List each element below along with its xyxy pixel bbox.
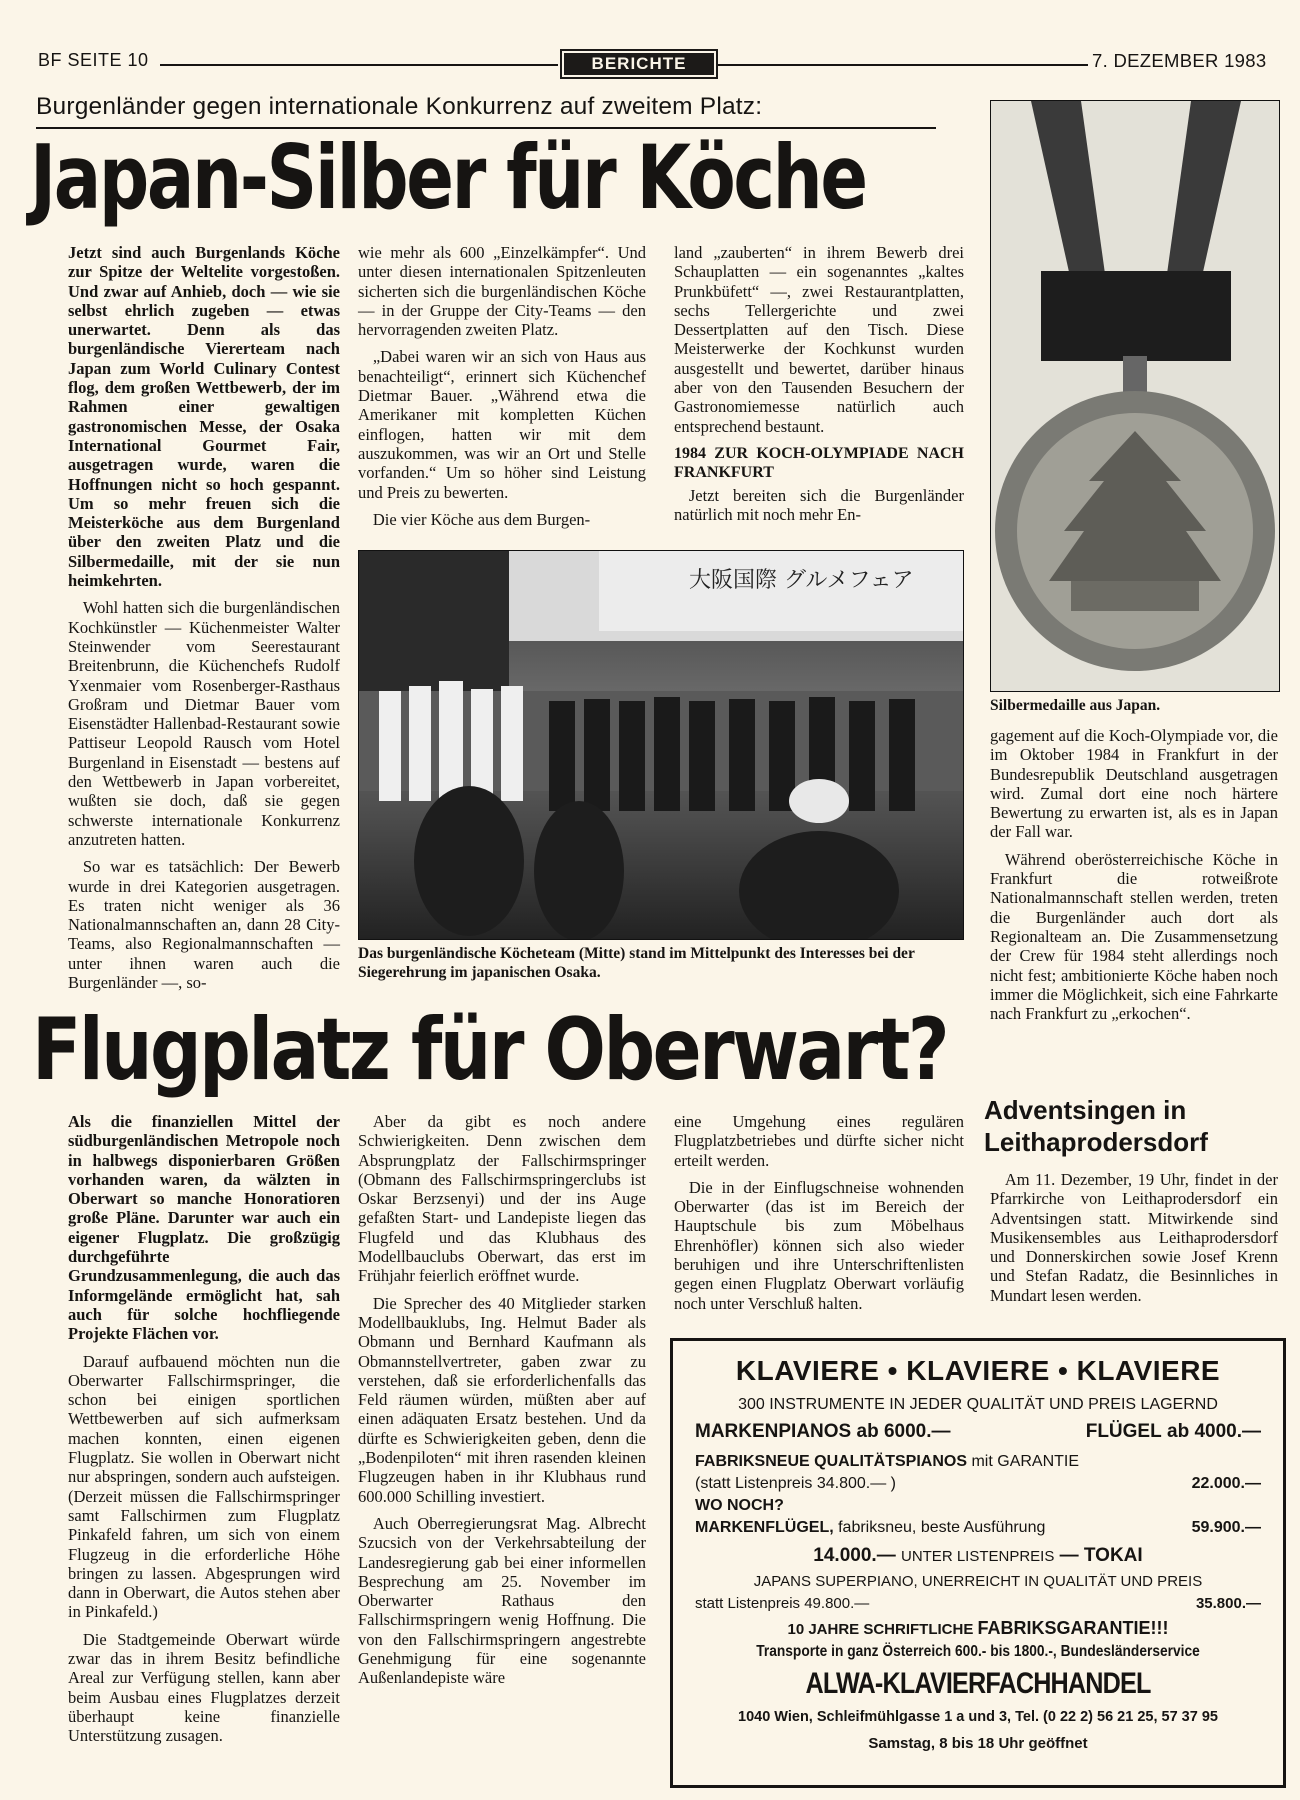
ad-price3: 35.800.— xyxy=(1195,1595,1261,1612)
issue-date: 7. DEZEMBER 1983 xyxy=(1092,50,1267,71)
article2-column-2 xyxy=(358,1112,646,1696)
ad-tokai-brand: — TOKAI xyxy=(1059,1545,1143,1566)
ad-statt1-row xyxy=(695,1475,1261,1493)
ad-price1: 22.000.— xyxy=(1191,1475,1261,1492)
article2-paragraph: Die Sprecher des 40 Mitglieder starken Modellbauklubs, Ing. Helmut Bader als Obmann und Bernhard Kaufmann als Obmannstellvertreter, gaben zwar zu verstehen, daß sie erforderlichenfalls das Feld räumen würden, müßten aber auf einen adäquaten Ersatz bestehen. Und da dürfte es Schwierigkeiten geben, denn die „Bodenpiloten“ mit ihren rasenden kleinen Flugzeugen haben in ihr Klubhaus rund 600.000 Schilling investiert. xyxy=(358,1293,646,1506)
article1-paragraph: Jetzt bereiten sich die Burgenländer natürlich mit noch mehr En- xyxy=(674,485,964,525)
ad-fluegel-price: ab 4000.— xyxy=(1167,1421,1261,1442)
section-label: BERICHTE xyxy=(591,54,687,73)
article2-paragraph: Darauf aufbauend möchten nun die Oberwarter Fallschirmspringer, die schon bei einigen sportlichen Wettbewerben auf sich aufmerksam machen konnten, einen eigenen Flugplatz. Sie wollen in Oberwart nicht nur abspringen, sondern auch aufsteigen. (Derzeit müssen die Fallschirmspringer samt Fallschirmen zum Flugplatz Pinkafeld fahren, um sich von einem Flugzeug in die erforderliche Höhe bringen zu lassen. Abgesprungen wird dann in Oberwart, die Autos stehen aber in Pinkafeld.) xyxy=(68,1351,340,1622)
ad-statt2-row xyxy=(695,1595,1261,1612)
article1-column-3 xyxy=(674,243,964,533)
ad-garantie: 10 JAHRE SCHRIFTLICHE xyxy=(787,1621,974,1638)
article-headline: Japan-Silber für Köche xyxy=(30,126,866,229)
ad-wo-noch: WO NOCH? xyxy=(695,1497,784,1514)
piano-advertisement xyxy=(670,1338,1286,1788)
header-rule-left xyxy=(160,64,558,66)
ad-hours: Samstag, 8 bis 18 Uhr geöffnet xyxy=(868,1735,1088,1752)
ad-title: KLAVIERE • KLAVIERE • KLAVIERE xyxy=(735,1355,1221,1386)
ad-firm: ALWA-KLAVIERFACHHANDEL xyxy=(805,1667,1151,1700)
article1-paragraph: gagement auf die Koch-Olympiade vor, die im Oktober 1984 in Frankfurt in der Bundesrepublik Deutschland ausgetragen wird. Zumal dort eine noch härtere Bewertung zu erwarten ist, als es in Japan der Fall war. xyxy=(990,726,1278,842)
ad-markenpianos: MARKENPIANOS xyxy=(695,1421,852,1442)
medal-illustration xyxy=(991,101,1279,691)
article1-paragraph: Die vier Köche aus dem Burgen- xyxy=(372,509,591,529)
article1-column-2 xyxy=(358,243,646,537)
article2-lead: Als die finanziellen Mittel der südburgenländischen Metropole noch in halbwegs disponierbaren Größen vorhanden waren, da wälzten in Oberwart so manche Honoratioren große Pläne. Darunter war auch ein eigener Flugplatz. Die großzügig durchgeführte Grundzusammenlegung, die auch das Informgelände ermöglicht hat, sah auch für solche hochfliegende Projekte Flächen vor. xyxy=(68,1112,340,1344)
ad-fluegel: FLÜGEL xyxy=(1085,1421,1162,1442)
ad-tokai-row xyxy=(695,1545,1261,1567)
article2-paragraph: Die in der Einflugschneise wohnenden Oberwarter (das ist im Bereich der Hauptschule bis zum Möbelhaus Ehrenhöfler) können sich also wieder beruhigen und ihre Unterschriftenlisten gegen einen Flugplatz Oberwart vorläufig noch unter Verschluß halten. xyxy=(674,1177,964,1313)
article1-paragraph: land „zauberten“ in ihrem Bewerb drei Schauplatten — ein sogenanntes „kaltes Prunkbüfett“ —, zwei Restaurantplatten, sechs Tellergerichte und zwei Dessertplatten auf den Tisch. Diese Meisterwerke der Kochkunst wurden ausgestellt und bewertet, darüber hinaus aber von den Tausenden Besuchern der Gastronomiemesse natürlich auch entsprechend bestaunt. xyxy=(674,243,964,436)
ad-statt1: (statt Listenpreis 34.800.— ) xyxy=(695,1475,896,1492)
flugplatz-headline: Flugplatz für Oberwart? xyxy=(32,1000,948,1100)
article2-paragraph: Auch Oberregierungsrat Mag. Albrecht Szucsich von der Verkehrsabteilung der Landesregierung gab bei einer informellen Besprechung am 25. November im Oberwarter Rathaus den Fallschirmspringern wenig Hoffnung. Die von den Fallschirmspringern angestrebte Genehmigung für eine sogenannte Außenlandepiste wäre xyxy=(358,1513,646,1688)
ad-address: 1040 Wien, Schleifmühlgasse 1 a und 3, Tel. (0 22 2) 56 21 25, 57 37 95 xyxy=(738,1709,1218,1725)
advent-headline: Adventsingen in Leithaprodersdorf xyxy=(984,1095,1208,1157)
article1-column-1 xyxy=(68,243,340,1000)
section-badge xyxy=(560,49,718,79)
ad-line-1: 300 INSTRUMENTE IN JEDER QUALITÄT UND PREIS LAGERND xyxy=(738,1396,1218,1413)
ad-garantie-row xyxy=(695,1618,1261,1639)
ad-fabrik-suffix: mit GARANTIE xyxy=(971,1453,1080,1470)
ad-markenfluegel-label: MARKENFLÜGEL, xyxy=(695,1519,834,1536)
article1-lead: Jetzt sind auch Burgenlands Köche zur Spitze der Weltelite vorgestoßen. Und zwar auf Anhieb, doch — wie sie selbst ehrlich zugeben — etwas unerwartet. Denn als das burgenländische Viererteam nach Japan zum World Culinary Contest flog, dem großen Wettbewerb, der im Rahmen einer gewaltigen gastronomischen Messe, der Osaka International Gourmet Fair, ausgetragen wurde, waren die Hoffnungen nicht so hoch gespannt. Um so mehr freuen sich die Meisterköche aus dem Burgenland über den zweiten Platz und die Silbermedaille, mit der sie nun heimkehrten. xyxy=(68,243,340,591)
article1-column-4 xyxy=(990,726,1278,1031)
article2-column-3 xyxy=(674,1112,964,1321)
medal-caption: Silbermedaille aus Japan. xyxy=(990,697,1161,714)
article1-paragraph: Während oberösterreichische Köche in Frankfurt die rotweißrote Nationalmannschaft stellen werden, treten die Burgenländer auch dort als Regionalteam an. Die Zusammensetzung der Crew für 1984 steht allerdings noch nicht fest; ambitionierte Köche haben noch immer die Möglichkeit, sich eine Fahrkarte nach Frankfurt zu „erkochen“. xyxy=(990,849,1278,1024)
banner-text: 大阪国際 グルメフェア xyxy=(689,568,914,593)
article1-subheading: 1984 ZUR KOCH-OLYMPIADE NACH FRANKFURT xyxy=(674,444,964,481)
advent-paragraph: Am 11. Dezember, 19 Uhr, findet in der Pfarrkirche von Leithaprodersdorf ein Adventsingen statt. Mitwirkende sind Musikensembles aus Leithaprodersdorf und Donnerskirchen sowie Josef Krenn und Stefan Radatz, die Besinnliches in Mundart lesen werden. xyxy=(990,1170,1278,1305)
article2-paragraph: eine Umgehung eines regulären Flugplatzbetriebes und dürfte sicher nicht erteilt werden. xyxy=(674,1112,964,1170)
team-photo-caption: Das burgenländische Köcheteam (Mitte) stand im Mittelpunkt des Interesses bei der Siegerehrung im japanischen Osaka. xyxy=(358,945,915,981)
header-rule-right xyxy=(718,64,1088,66)
ad-markenpianos-row xyxy=(695,1421,1261,1443)
ad-markenfluegel-suffix: fabriksneu, beste Ausführung xyxy=(838,1519,1046,1536)
team-photo xyxy=(358,550,964,940)
article1-paragraph: wie mehr als 600 „Einzelkämpfer“. Und unter diesen internationalen Spitzenleuten sicherten sich die burgenländischen Köche — in der Gruppe der City-Teams — den hervorragenden zweiten Platz. xyxy=(358,243,646,340)
advent-body xyxy=(990,1170,1278,1313)
ad-markenfluegel-row xyxy=(695,1519,1261,1537)
ad-price2: 59.900.— xyxy=(1191,1519,1261,1536)
article-kicker: Burgenländer gegen internationale Konkurrenz auf zweitem Platz: xyxy=(36,93,763,120)
ad-transport: Transporte in ganz Österreich 600.- bis 1800.-, Bundesländerservice xyxy=(756,1643,1200,1660)
ad-fabrik-label: FABRIKSNEUE QUALITÄTSPIANOS xyxy=(695,1453,968,1470)
ad-markenpianos-price: ab 6000.— xyxy=(856,1421,951,1442)
ad-tokai-mid: UNTER LISTENPREIS xyxy=(900,1548,1055,1565)
article1-paragraph: Wohl hatten sich die burgenländischen Kochkünstler — Küchenmeister Walter Steinwender vom Seerestaurant Breitenbrunn, die Küchenchefs Rudolf Yxenmaier vom Rosenberger-Rasthaus Großram und Dietmar Bauer vom Eisenstädter Hallenbad-Restaurant sowie Pattiseur Leopold Rausch vom Hotel Burgenland in Eisenstadt — bestens auf den Wettbewerb in Japan vorbereitet, wußten sie doch, daß sie gegen schwerste internationale Konkurrenz anzutreten hatten. xyxy=(68,598,340,849)
article2-paragraph: Die Stadtgemeinde Oberwart würde zwar das in ihrem Besitz befindliche Areal zur Verfügung stellen, kann aber beim Ausbau eines Flugplatzes derzeit überhaupt keine finanzielle Unterstützung zusagen. xyxy=(68,1629,340,1746)
team-photo-illustration xyxy=(359,551,963,939)
ad-fabrik-row xyxy=(695,1453,1261,1471)
article2-column-1 xyxy=(68,1112,340,1754)
ad-tokai-price: 14.000.— xyxy=(813,1545,896,1566)
ad-statt2: statt Listenpreis 49.800.— xyxy=(695,1595,870,1612)
article2-paragraph: Aber da gibt es noch andere Schwierigkeiten. Denn zwischen dem Absprungplatz der Fallschirmspringer (Obmann des Fallschirmspringerclubs ist Oskar Berzsenyi) und der ins Auge gefaßten Start- und Landepiste liegen das Flugfeld und das Klubhaus des Modellbauclubs Oberwart, das erst im Frühjahr feierlich eröffnet wurde. xyxy=(358,1112,646,1286)
article1-paragraph: So war es tatsächlich: Der Bewerb wurde in drei Kategorien ausgetragen. Es traten nicht weniger als 36 Nationalmannschaften an, dann 28 City-Teams, also Regionalmannschaften — unter ihnen waren auch die Burgenländer —, so- xyxy=(68,857,340,992)
page-number: BF SEITE 10 xyxy=(38,50,149,70)
medal-photo xyxy=(990,100,1280,692)
ad-garantie-bold: FABRIKSGARANTIE!!! xyxy=(977,1618,1169,1638)
article1-paragraph: „Dabei waren wir an sich von Haus aus benachteiligt“, erinnert sich Küchenchef Dietmar Bauer. „Während etwa die Amerikaner mit kompletten Küchen einflogen, hatten wir mit dem auszukommen, was wir an Ort und Stelle vorfanden.“ Um so höher sind Leistung und Preis zu bewerten. xyxy=(358,347,646,502)
ad-japans: JAPANS SUPERPIANO, UNERREICHT IN QUALITÄT UND PREIS xyxy=(753,1573,1203,1590)
